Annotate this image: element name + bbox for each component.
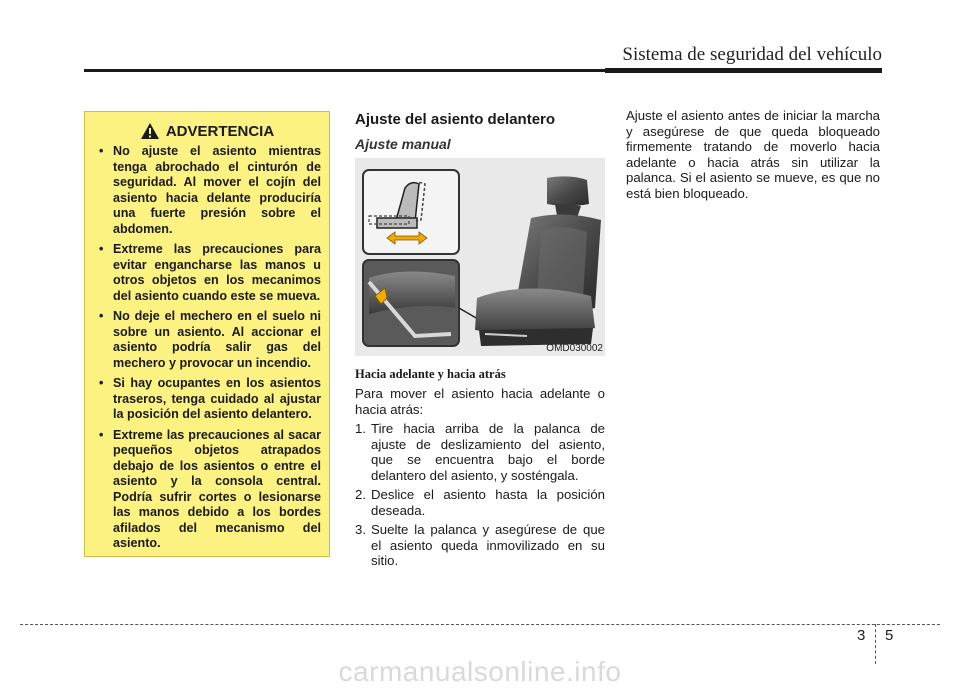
figure-code: OMD030002: [546, 343, 603, 354]
warning-item: • Extreme las precauciones para evitar engancharse las manos u otros objetos en los mecanimos del asiento cuando este se mueva.: [93, 242, 321, 304]
step-number: 2.: [355, 487, 366, 502]
header-rule-accent: [605, 68, 882, 73]
intro-text: Para mover el asiento hacia adelante o hacia atrás:: [355, 386, 605, 417]
warning-triangle-icon: [140, 122, 160, 140]
warning-item: • Extreme las precauciones al sacar pequeños objetos atrapados debajo de los asientos o entre el asiento y la consola central. Podría sufrir cortes o lesionarse las manos debido a los bordes afilados del mecanismo del asiento.: [93, 428, 321, 552]
warning-item: • Si hay ocupantes en los asientos traseros, tenga cuidado al ajustar la posición del asiento delantero.: [93, 376, 321, 423]
section-title: Ajuste del asiento delantero: [355, 111, 556, 128]
step-item: [355, 522, 605, 569]
caption-title: Hacia adelante y hacia atrás: [355, 367, 506, 381]
chapter-number: 3: [857, 627, 866, 644]
step-item: [355, 487, 605, 518]
warning-list: [93, 144, 321, 552]
footer-rule: [20, 624, 940, 625]
warning-title: ADVERTENCIA: [165, 122, 275, 140]
subsection-title: Ajuste manual: [355, 136, 451, 152]
main-column: [355, 111, 605, 573]
seat-illustration: [355, 158, 605, 356]
page-number: 5: [885, 627, 894, 644]
page-header-title: Sistema de seguridad del vehículo: [622, 44, 882, 65]
step-item: [355, 421, 605, 483]
steps-list: [355, 421, 605, 569]
watermark: carmanualsonline.info: [338, 656, 622, 687]
warning-heading: [93, 122, 321, 140]
right-column-text: Ajuste el asiento antes de iniciar la marcha y asegúrese de que queda bloqueado firmemente tratando de moverlo hacia adelante o hacia atrás sin utilizar la palanca. Si el asiento se mueve, es que no está bien bloqueado.: [626, 108, 880, 201]
warning-box: [84, 111, 330, 557]
step-number: 1.: [355, 421, 366, 436]
step-text: Suelte la palanca y asegúrese de que el asiento queda inmovilizado en su sitio.: [371, 522, 605, 568]
step-number: 3.: [355, 522, 366, 537]
seat-figure: [355, 158, 605, 356]
warning-item: • No deje el mechero en el suelo ni sobre un asiento. Al accionar el asiento podría salir gas del mechero y provocar un incendio.: [93, 309, 321, 371]
step-text: Deslice el asiento hasta la posición deseada.: [371, 487, 605, 518]
step-text: Tire hacia arriba de la palanca de ajuste de deslizamiento del asiento, que se encuentra bajo el borde delantero del asiento, y sosténgala.: [371, 421, 605, 483]
warning-item: • No ajuste el asiento mientras tenga abrochado el cinturón de seguridad. Al mover el cojín del asiento hacia delante produciría una fuerte presión sobre el abdomen.: [93, 144, 321, 237]
